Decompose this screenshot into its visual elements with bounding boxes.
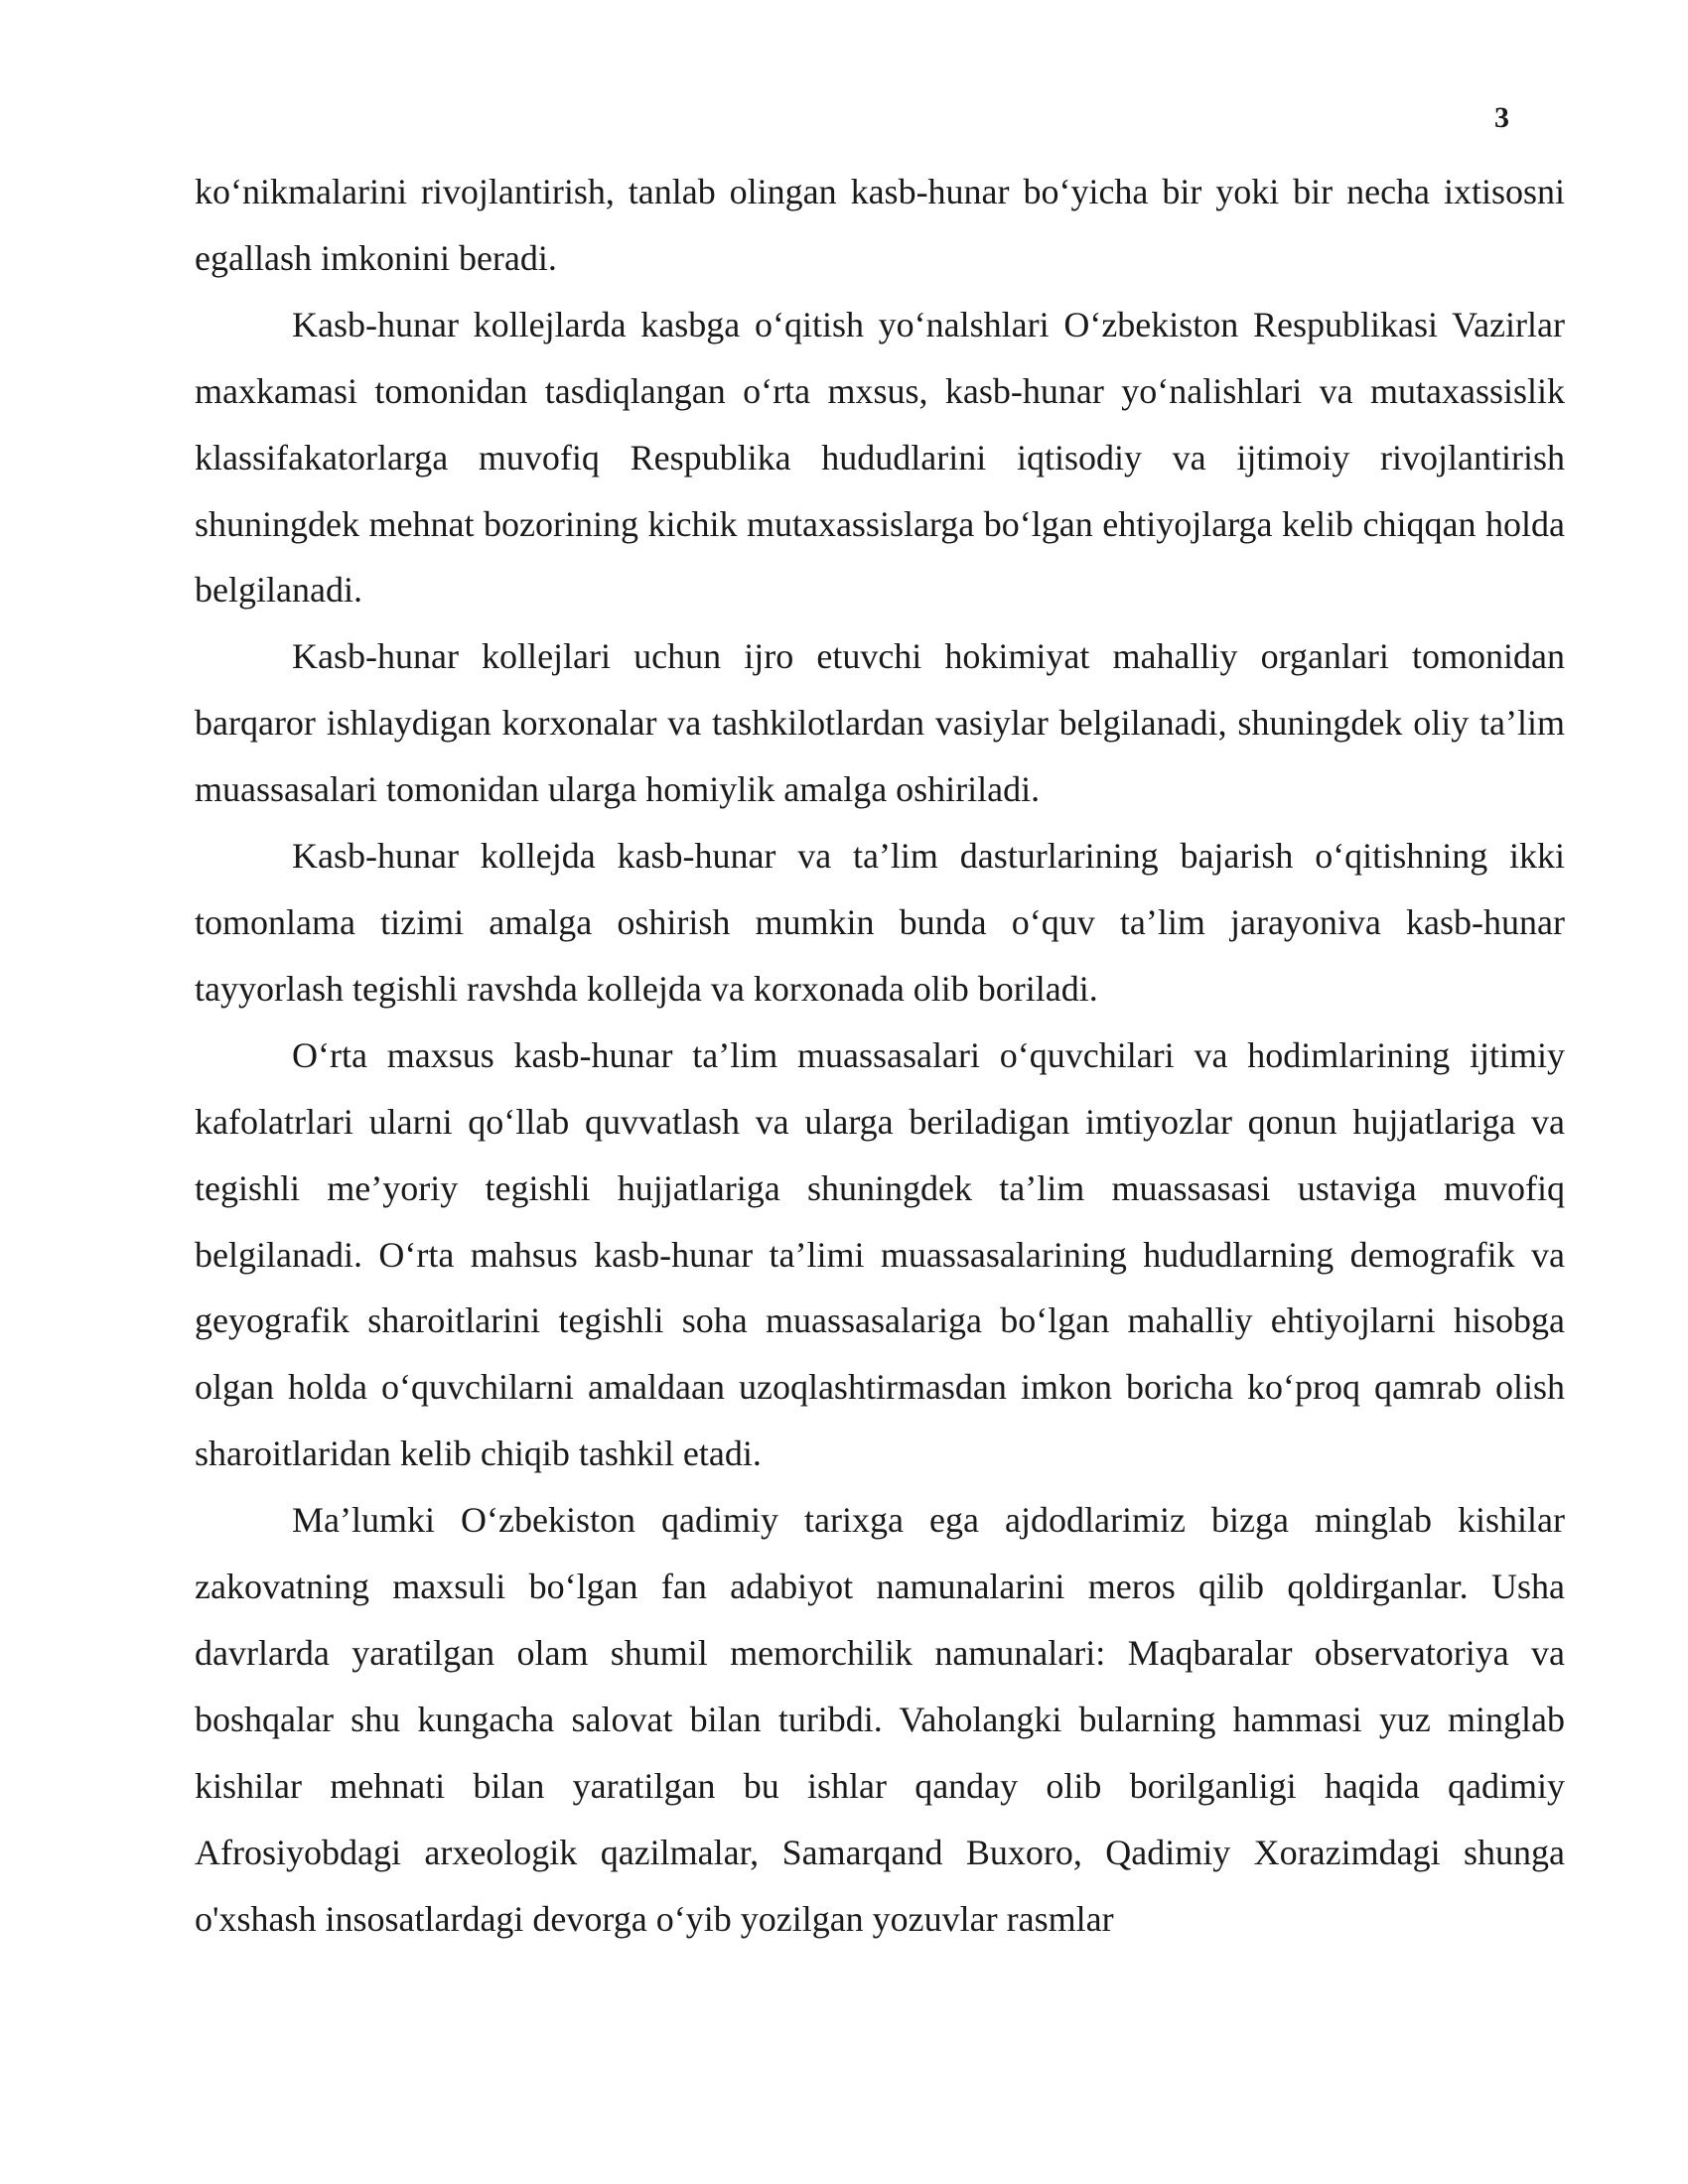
paragraph: Kasb-hunar kollejlari uchun ijro etuvchi hokimiyat mahalliy organlari tomonidan barqaror ishlaydigan korxonalar va tashkilotlardan vasiylar belgilanadi, shuningdek oliy ta’lim muassasalari tomonidan ularga homiylik amalga oshiriladi.	[195, 636, 1565, 810]
paragraph: O‘rta maxsus kasb-hunar ta’lim muassasalari o‘quvchilari va hodimlarining ijtimiy kafolatrlari ularni qo‘llab quvvatlash va ularga beriladigan imtiyozlar qonun hujjatlariga va tegishli me’yoriy tegishli hujjatlariga shuningdek ta’lim muassasasi ustaviga muvofiq belgilanadi. O‘rta mahsus kasb-hunar ta’limi muassasalarining hududlarning demografik va geyografik sharoitlarini tegishli soha muassasalariga bo‘lgan mahalliy ehtiyojlarni hisobga olgan holda o‘quvchilarni amaldaan uzoqlashtirmasdan imkon boricha ko‘proq qamrab olish sharoitlaridan kelib chiqib tashkil etadi.	[195, 1034, 1565, 1474]
page-number: 3	[1494, 101, 1509, 134]
paragraph-continuation: ko‘nikmalarini rivojlantirish, tanlab olingan kasb-hunar bo‘yicha bir yoki bir necha ixtisosni egallash imkonini beradi.	[195, 172, 1565, 278]
paragraph: Ma’lumki O‘zbekiston qadimiy tarixga ega ajdodlarimiz bizga minglab kishilar zakovatning maxsuli bo‘lgan fan adabiyot namunalarini meros qilib qoldirganlar. Usha davrlarda yaratilgan olam shumil memorchilik namunalari: Maqbaralar observatoriya va boshqalar shu kungacha salovat bilan turibdi. Vaholangki bularning hammasi yuz minglab kishilar mehnati bilan yaratilgan bu ishlar qanday olib borilganligi haqida qadimiy Afrosiyobdagi arxeologik qazilmalar, Samarqand Buxoro, Qadimiy Xorazimdagi shunga o'xshash insosatlardagi devorga o‘yib yozilgan yozuvlar rasmlar	[195, 1500, 1565, 1939]
document-body	[195, 159, 1565, 1952]
paragraph: Kasb-hunar kollejlarda kasbga o‘qitish yo‘nalshlari O‘zbekiston Respublikasi Vazirlar maxkamasi tomonidan tasdiqlangan o‘rta mxsus, kasb-hunar yo‘nalishlari va mutaxassislik klassifakatorlarga muvofiq Respublika hududlarini iqtisodiy va ijtimoiy rivojlantirish shuningdek mehnat bozorining kichik mutaxassislarga bo‘lgan ehtiyojlarga kelib chiqqan holda belgilanadi.	[195, 304, 1565, 611]
paragraph: Kasb-hunar kollejda kasb-hunar va ta’lim dasturlarining bajarish o‘qitishning ikki tomonlama tizimi amalga oshirish mumkin bunda o‘quv ta’lim jarayoniva kasb-hunar tayyorlash tegishli ravshda kollejda va korxonada olib boriladi.	[195, 836, 1565, 1009]
